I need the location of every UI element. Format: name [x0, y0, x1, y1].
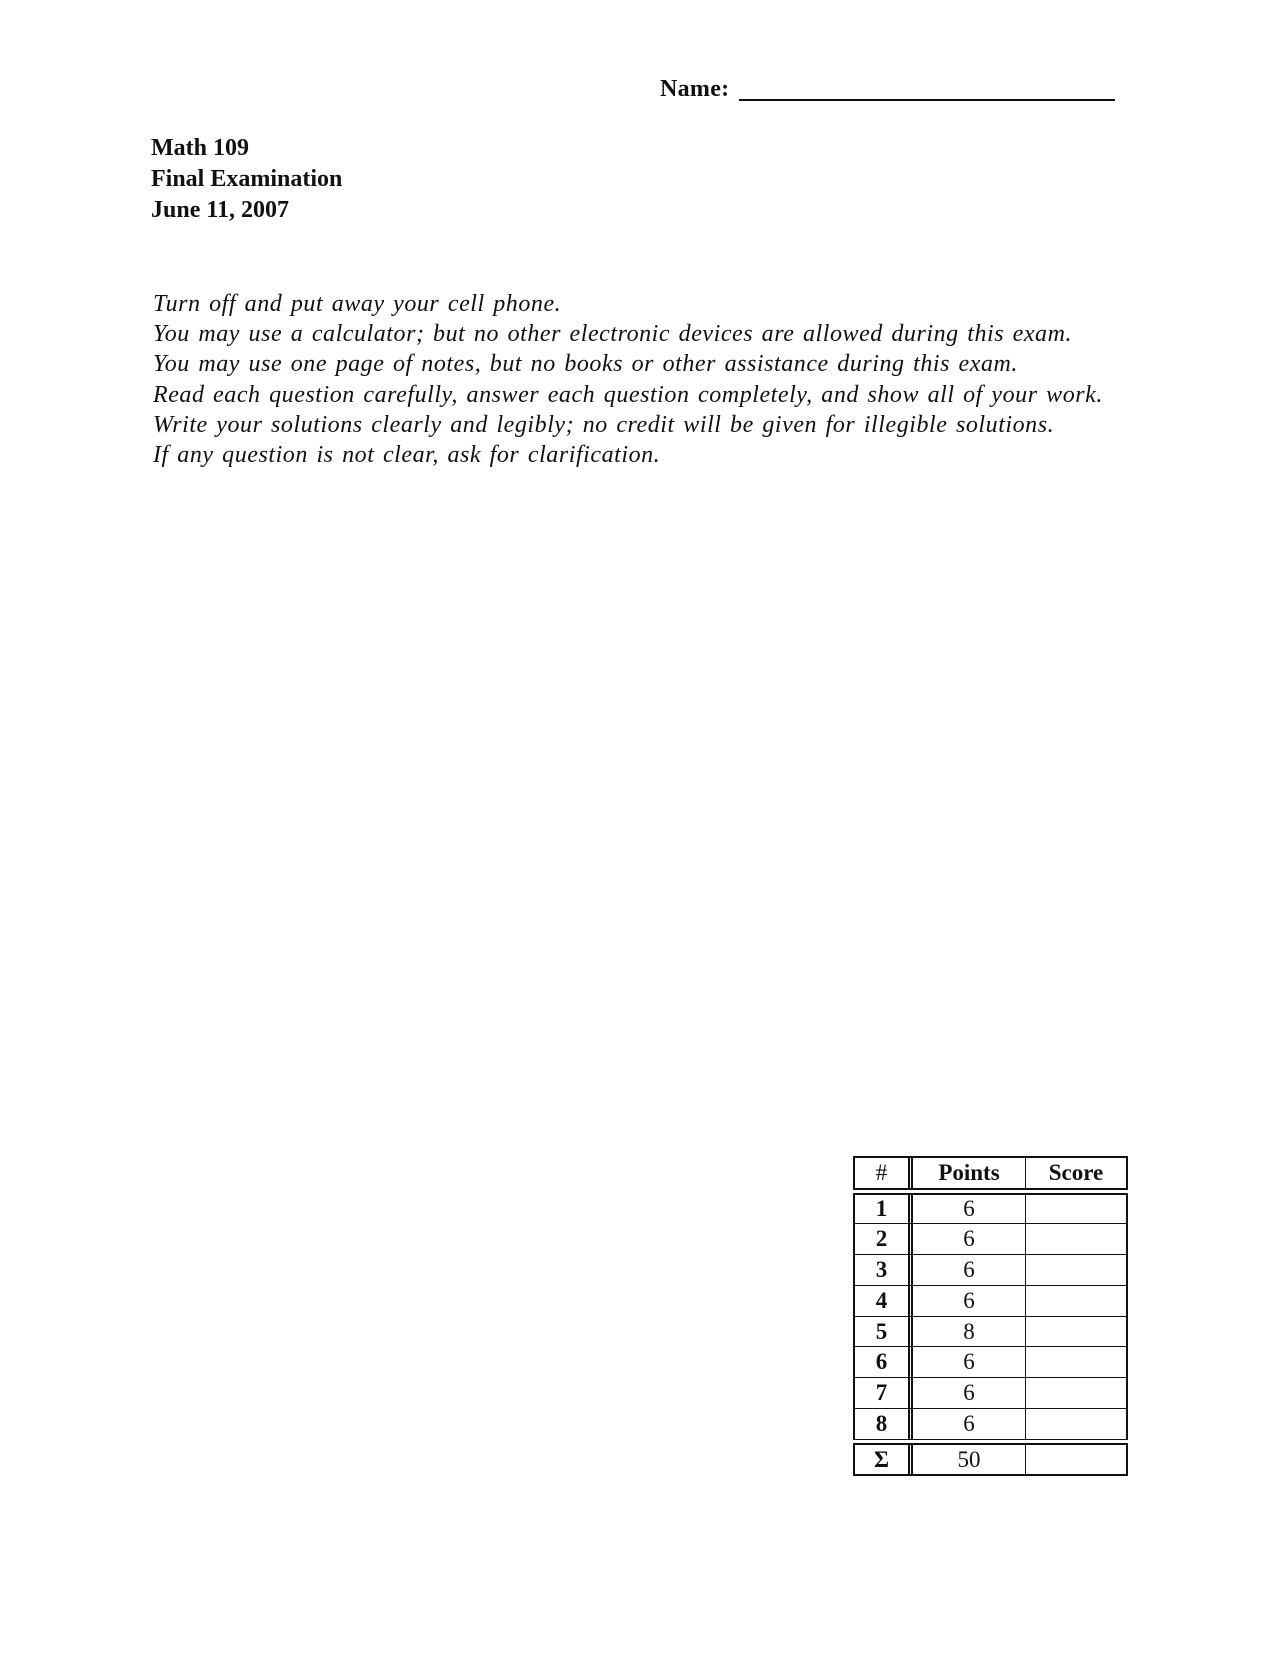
instruction-line: Turn off and put away your cell phone. [153, 291, 562, 317]
question-score[interactable] [1026, 1409, 1126, 1439]
exam-title: Final Examination [151, 166, 343, 192]
question-points: 6 [913, 1347, 1026, 1377]
question-number: 1 [855, 1195, 913, 1223]
score-table-header [853, 1156, 1128, 1190]
header-score: Score [1048, 1160, 1104, 1185]
instruction-line: You may use a calculator; but no other electronic devices are allowed during this exam. [153, 321, 1073, 348]
instruction-line: If any question is not clear, ask for clarification. [153, 442, 661, 469]
score-table [853, 1156, 1128, 1476]
question-number: 7 [855, 1378, 913, 1408]
table-row [853, 1255, 1128, 1286]
question-points: 6 [913, 1409, 1026, 1439]
question-points: 6 [913, 1224, 1026, 1254]
instruction-line: Write your solutions clearly and legibly; no credit will be given for illegible solutions. [153, 411, 1055, 438]
question-points: 6 [913, 1255, 1026, 1285]
question-score[interactable] [1026, 1195, 1126, 1223]
name-field [660, 76, 1115, 103]
table-row [853, 1193, 1128, 1224]
question-score[interactable] [1026, 1286, 1126, 1316]
question-number: 4 [855, 1286, 913, 1316]
question-number: 2 [855, 1224, 913, 1254]
total-row [853, 1443, 1128, 1476]
question-points: 6 [913, 1195, 1026, 1223]
question-score[interactable] [1026, 1317, 1126, 1347]
question-points: 6 [913, 1286, 1026, 1316]
question-number: 6 [855, 1347, 913, 1377]
question-points: 8 [913, 1317, 1026, 1347]
question-number: 8 [855, 1409, 913, 1439]
table-row [853, 1286, 1128, 1317]
table-row [853, 1378, 1128, 1409]
question-number: 3 [855, 1255, 913, 1285]
question-score[interactable] [1026, 1378, 1126, 1408]
instruction-line: Read each question carefully, answer each question completely, and show all of your work. [153, 381, 1103, 408]
question-points: 6 [913, 1378, 1026, 1408]
name-blank-line[interactable] [739, 77, 1115, 101]
table-row [853, 1224, 1128, 1255]
question-number: 5 [855, 1317, 913, 1347]
course-title: Math 109 [151, 135, 249, 161]
table-row [853, 1409, 1128, 1440]
question-score[interactable] [1026, 1255, 1126, 1285]
table-row [853, 1347, 1128, 1378]
name-label: Name: [660, 76, 730, 102]
total-points: 50 [913, 1445, 1026, 1474]
exam-header [151, 133, 342, 226]
header-number: # [855, 1158, 913, 1188]
question-score[interactable] [1026, 1347, 1126, 1377]
table-row [853, 1317, 1128, 1348]
header-points: Points [913, 1158, 1026, 1188]
instructions [153, 289, 1103, 470]
exam-date: June 11, 2007 [151, 197, 290, 223]
total-score[interactable] [1026, 1445, 1126, 1474]
question-score[interactable] [1026, 1224, 1126, 1254]
instruction-line: You may use one page of notes, but no books or other assistance during this exam. [153, 351, 1018, 378]
sigma-symbol: Σ [855, 1445, 913, 1474]
